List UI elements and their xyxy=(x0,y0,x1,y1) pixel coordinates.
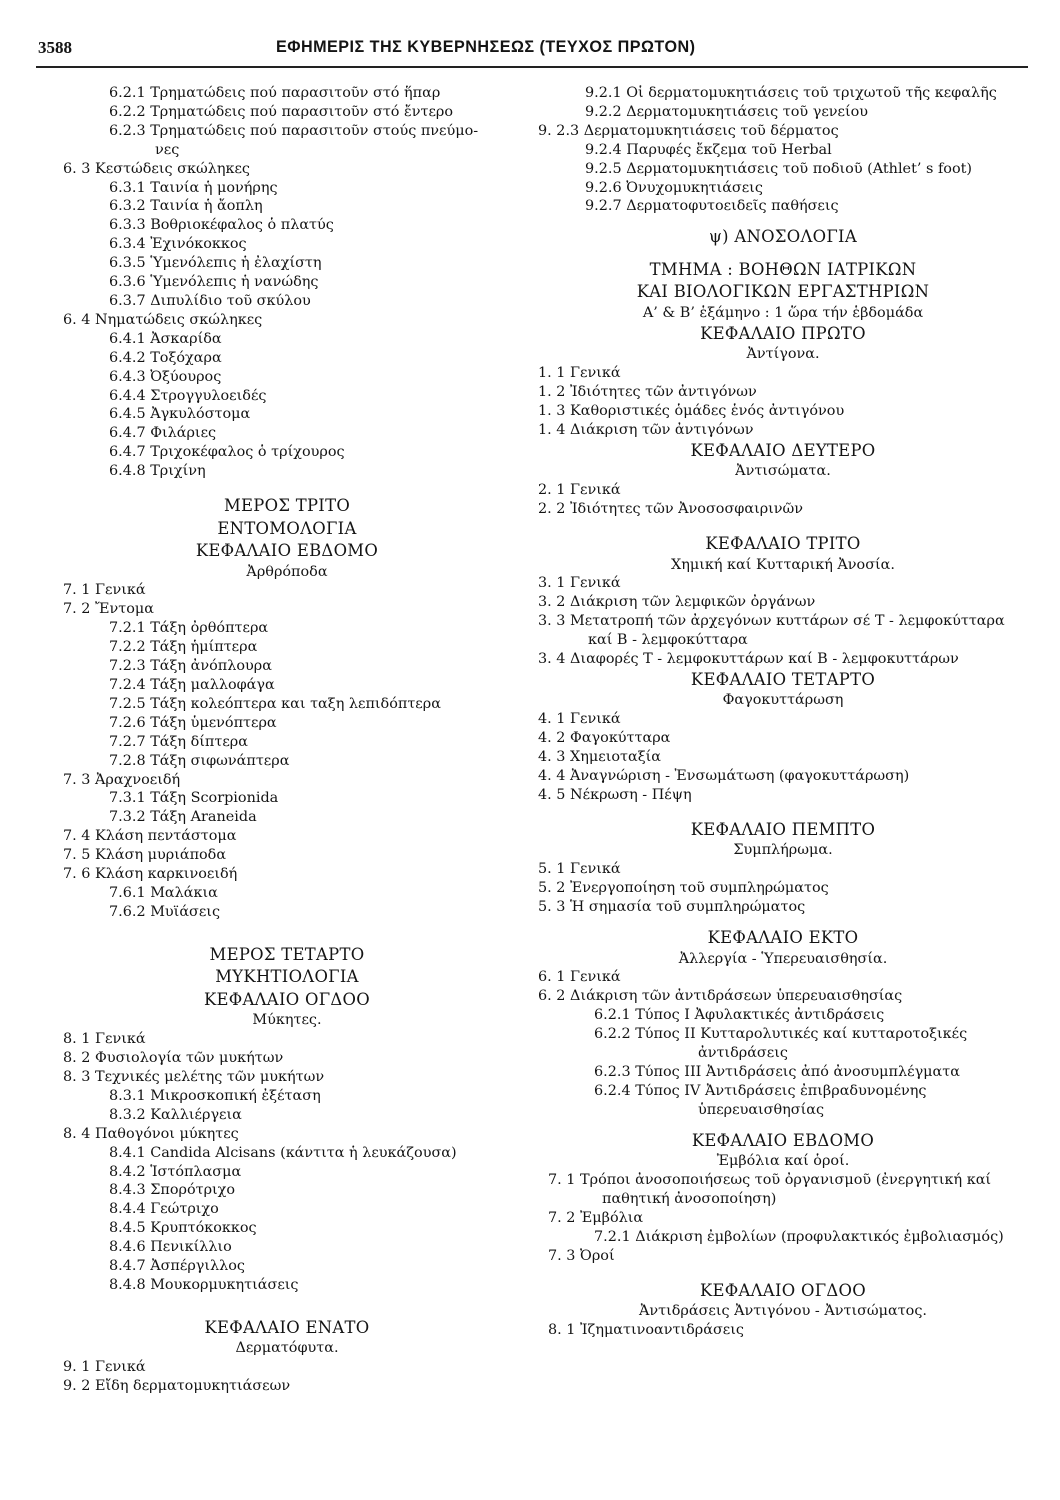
toc-entry: 6.4.5 Ἀγκυλόστομα xyxy=(109,406,251,423)
section-heading: ΜΥΚΗΤΙΟΛΟΓΙΑ xyxy=(215,967,359,987)
chapter-heading: ΚΕΦΑΛΑΙΟ ΤΕΤΑΡΤΟ xyxy=(690,669,876,689)
toc-entry: 7. 6 Κλάση καρκινοειδή xyxy=(63,866,238,883)
toc-entry: 5. 2 Ἐνεργοποίηση τοῦ συμπληρώματος xyxy=(538,880,829,897)
toc-entry: 8.4.4 Γεώτριχο xyxy=(109,1201,219,1218)
toc-entry: 6.2.1 Τύπος Ι Ἀφυλακτικές ἀντιδράσεις xyxy=(594,1007,885,1024)
toc-entry: 6. 2 Διάκριση τῶν ἀντιδράσεων ὑπερευαισθησίας xyxy=(538,988,903,1005)
chapter-subtitle: Ἐμβόλια καί ὁροί. xyxy=(716,1153,850,1170)
toc-entry: 9. 1 Γενικά xyxy=(63,1359,146,1376)
chapter-heading: ΚΕΦΑΛΑΙΟ ΟΓΔΟΟ xyxy=(203,989,370,1009)
chapter-heading: ΚΕΦΑΛΑΙΟ ΕΒΔΟΜΟ xyxy=(195,541,379,561)
toc-entry: 6.2.3 Τύπος ΙΙΙ Ἀντιδράσεις ἀπό ἀνοσυμπλέγματα xyxy=(594,1063,960,1080)
toc-entry: 3. 3 Μετατροπή τῶν ἀρχεγόνων κυττάρων σέ Τ - λεμφοκύτταρα καί Β - λεμφοκύτταρα xyxy=(538,613,1005,649)
toc-entry: 7.3.1 Τάξη Scorpionida xyxy=(109,790,279,807)
toc-entry: 9.2.4 Παρυφές ἔκζεμα τοῦ Herbal xyxy=(585,141,832,158)
toc-entry: 8.4.3 Σπορότριχο xyxy=(109,1182,236,1199)
part-heading: ΜΕΡΟΣ ΤΡΙΤΟ xyxy=(223,496,351,516)
toc-entry: 8.4.1 Candida Alcisans (κάντιτα ἡ λευκάζουσα) xyxy=(109,1144,457,1161)
chapter-heading: ΚΕΦΑΛΑΙΟ ΔΕΥΤΕΡΟ xyxy=(690,440,876,460)
toc-entry: 6.2.4 Τύπος ΙV Ἀντιδράσεις ἐπιβραδυνομένης ὑπερευαισθησίας xyxy=(594,1082,927,1118)
chapter-heading: ΚΕΦΑΛΑΙΟ ΠΕΜΠΤΟ xyxy=(690,819,876,839)
toc-entry: 7.2.7 Τάξη δίπτερα xyxy=(109,733,248,750)
department-heading: ΚΑΙ ΒΙΟΛΟΓΙΚΩΝ ΕΡΓΑΣΤΗΡΙΩΝ xyxy=(636,282,930,302)
toc-entry: 4. 4 Ἀναγνώριση - Ἐνσωμάτωση (φαγοκυττάρωση) xyxy=(538,768,910,785)
toc-entry: 3. 1 Γενικά xyxy=(538,575,621,592)
toc-entry: 6. 1 Γενικά xyxy=(538,969,621,986)
left-column xyxy=(63,84,511,1396)
toc-entry: 8.3.1 Μικροσκοπική ἐξέταση xyxy=(109,1087,321,1104)
toc-entry: 7.6.2 Μυϊάσεις xyxy=(109,903,221,920)
toc-entry: 6.4.3 Ὀξύουρος xyxy=(109,368,222,385)
toc-entry: 7. 3 Ὀροί xyxy=(548,1247,615,1264)
toc-entry: 4. 5 Νέκρωση - Πέψη xyxy=(538,786,692,803)
toc-entry: 8. 1 Ἰζηματινοαντιδράσεις xyxy=(548,1322,744,1338)
toc-entry: νες xyxy=(155,141,180,158)
subject-heading: ψ) ΑΝΟΣΟΛΟΓΙΑ xyxy=(709,227,857,247)
toc-entry: 6.2.1 Τρηματώδεις πού παρασιτοῦν στό ἥπαρ xyxy=(109,85,441,101)
toc-entry: 8.4.8 Μουκορμυκητιάσεις xyxy=(109,1276,299,1293)
schedule-note: Α’ & Β’ ἑξάμηνο : 1 ὥρα τήν ἑβδομάδα xyxy=(642,304,924,321)
toc-entry: 6.2.3 Τρηματώδεις πού παρασιτοῦν στούς πνεύμο- xyxy=(109,122,479,139)
toc-entry: 8.4.7 Ἀσπέργιλλος xyxy=(109,1258,245,1275)
toc-entry: 9. 2 Εἴδη δερματομυκητιάσεων xyxy=(63,1378,291,1395)
toc-entry: 4. 2 Φαγοκύτταρα xyxy=(538,730,671,747)
chapter-subtitle: Φαγοκυττάρωση xyxy=(722,692,844,709)
toc-entry: 7.2.1 Τάξη ὀρθόπτερα xyxy=(109,620,269,637)
toc-entry: 7. 3 Ἀραχνοειδή xyxy=(63,771,181,788)
toc-entry: 6.3.7 Διπυλίδιο τοῦ σκύλου xyxy=(109,292,311,309)
toc-entry: 7. 2 Ἔντομα xyxy=(63,601,154,618)
toc-entry: 7.2.8 Τάξη σιφωνάπτερα xyxy=(109,752,290,769)
toc-entry: 6.3.2 Ταινία ἡ ἄοπλη xyxy=(109,198,263,215)
page-header xyxy=(36,34,1026,62)
toc-entry: 4. 1 Γενικά xyxy=(538,711,621,728)
toc-entry: 6.4.7 Φιλάριες xyxy=(109,425,217,442)
toc-entry: 6.3.5 Ὑμενόλεπις ἡ ἐλαχίστη xyxy=(109,255,322,272)
toc-entry: 6.4.8 Τριχίνη xyxy=(109,463,206,480)
toc-entry: 6.3.1 Ταινία ἡ μονήρης xyxy=(109,179,278,196)
chapter-subtitle: Δερματόφυτα. xyxy=(235,1340,339,1357)
department-heading: ΤΜΗΜΑ : ΒΟΗΘΩΝ ΙΑΤΡΙΚΩΝ xyxy=(649,259,917,279)
toc-entry: 7.2.6 Τάξη ὑμενόπτερα xyxy=(109,714,277,731)
header-rule xyxy=(36,66,1028,68)
toc-entry: 1. 2 Ἰδιότητες τῶν ἀντιγόνων xyxy=(538,384,757,401)
right-column xyxy=(538,84,1028,1340)
toc-entry: 2. 1 Γενικά xyxy=(538,482,621,499)
chapter-heading: ΚΕΦΑΛΑΙΟ ΕΒΔΟΜΟ xyxy=(691,1130,875,1150)
chapter-heading: ΚΕΦΑΛΑΙΟ ΟΓΔΟΟ xyxy=(699,1280,866,1300)
toc-entry: 6.4.7 Τριχοκέφαλος ὁ τρίχουρος xyxy=(109,444,345,461)
toc-entry: 6.3.3 Βοθριοκέφαλος ὁ πλατύς xyxy=(109,217,334,234)
toc-entry: 7.6.1 Μαλάκια xyxy=(109,884,218,901)
toc-entry: 8.4.5 Κρυπτόκοκκος xyxy=(109,1220,257,1237)
toc-entry: 2. 2 Ἰδιότητες τῶν Ἀνοσοσφαιρινῶν xyxy=(538,501,804,518)
toc-entry: 3. 4 Διαφορές Τ - λεμφοκυττάρων καί Β - λεμφοκυττάρων xyxy=(538,651,959,668)
chapter-subtitle: Ἀρθρόποδα xyxy=(246,563,328,580)
chapter-subtitle: Ἀλλεργία - Ὑπερευαισθησία. xyxy=(678,950,888,967)
toc-entry: 1. 4 Διάκριση τῶν ἀντιγόνων xyxy=(538,421,754,438)
toc-entry: 6. 4 Νηματώδεις σκώληκες xyxy=(63,311,263,328)
toc-entry: 7.2.4 Τάξη μαλλοφάγα xyxy=(109,676,275,693)
toc-entry: 7. 5 Κλάση μυριάποδα xyxy=(63,847,227,864)
toc-entry: 8.4.6 Πενικίλλιο xyxy=(109,1239,232,1256)
toc-entry: 6.2.2 Τύπος ΙΙ Κυτταρολυτικές καί κυτταροτοξικές ἀντιδράσεις xyxy=(594,1026,968,1062)
toc-entry: 5. 3 Ἡ σημασία τοῦ συμπληρώματος xyxy=(538,899,806,916)
toc-entry: 9.2.5 Δερματομυκητιάσεις τοῦ ποδιοῦ (Athlet’ s foot) xyxy=(585,160,973,177)
toc-entry: 8.3.2 Καλλιέργεια xyxy=(109,1106,242,1123)
toc-entry: 7.2.1 Διάκριση ἐμβολίων (προφυλακτικός ἐμβολιασμός) xyxy=(594,1228,1004,1245)
toc-entry: 6.4.4 Στρογγυλοειδές xyxy=(109,387,267,404)
toc-entry: 8.4.2 Ἱστόπλασμα xyxy=(109,1163,242,1180)
toc-entry: 7. 4 Κλάση πεντάστομα xyxy=(63,828,237,845)
toc-entry: 9.2.7 Δερματοφυτοειδεῖς παθήσεις xyxy=(585,198,839,215)
toc-entry: 7.3.2 Τάξη Araneida xyxy=(109,809,257,826)
toc-entry: 9.2.1 Οἱ δερματομυκητιάσεις τοῦ τριχωτοῦ τῆς κεφαλῆς xyxy=(585,85,997,101)
chapter-subtitle: Ἀντισώματα. xyxy=(735,463,831,480)
toc-entry: 1. 1 Γενικά xyxy=(538,365,621,382)
chapter-heading: ΚΕΦΑΛΑΙΟ ΕΝΑΤΟ xyxy=(204,1317,370,1337)
chapter-subtitle: Ἀντιδράσεις Ἀντιγόνου - Ἀντισώματος. xyxy=(639,1303,927,1320)
chapter-heading: ΚΕΦΑΛΑΙΟ ΕΚΤΟ xyxy=(707,928,859,947)
gazette-title: ΕΦΗΜΕΡΙΣ ΤΗΣ ΚΥΒΕΡΝΗΣΕΩΣ (ΤΕΥΧΟΣ ΠΡΩΤΟΝ) xyxy=(276,37,696,56)
chapter-heading: ΚΕΦΑΛΑΙΟ ΠΡΩΤΟ xyxy=(700,323,866,343)
toc-entry: 8. 1 Γενικά xyxy=(63,1031,146,1048)
toc-entry: 9. 2.3 Δερματομυκητιάσεις τοῦ δέρματος xyxy=(538,122,839,139)
toc-entry: 9.2.6 Ὀνυχομυκητιάσεις xyxy=(585,179,763,196)
toc-entry: 1. 3 Καθοριστικές ὁμάδες ἑνός ἀντιγόνου xyxy=(538,402,845,419)
toc-entry: 7.2.2 Τάξη ἡμίπτερα xyxy=(109,639,258,656)
toc-entry: 5. 1 Γενικά xyxy=(538,861,621,878)
page-number: 3588 xyxy=(38,38,72,57)
toc-entry: 7. 2 Ἐμβόλια xyxy=(548,1209,644,1226)
section-heading: ΕΝΤΟΜΟΛΟΓΙΑ xyxy=(217,518,357,538)
toc-entry: 9.2.2 Δερματομυκητιάσεις τοῦ γενείου xyxy=(585,103,869,120)
chapter-subtitle: Ἀντίγονα. xyxy=(746,346,820,363)
toc-entry: 6.2.2 Τρηματώδεις πού παρασιτοῦν στό ἔντερο xyxy=(109,103,454,120)
part-heading: ΜΕΡΟΣ ΤΕΤΑΡΤΟ xyxy=(209,944,365,964)
toc-entry: 8. 4 Παθογόνοι μύκητες xyxy=(63,1125,239,1142)
toc-entry: 3. 2 Διάκριση τῶν λεμφικῶν ὀργάνων xyxy=(538,594,816,611)
toc-entry: 6.3.6 Ὑμενόλεπις ἡ νανώδης xyxy=(109,274,319,291)
toc-entry: 6.4.1 Ἀσκαρίδα xyxy=(109,330,222,347)
chapter-subtitle: Χημική καί Κυτταρική Ἀνοσία. xyxy=(671,556,895,573)
toc-entry: 7.2.5 Τάξη κολεόπτερα και ταξη λεπιδόπτερα xyxy=(109,695,441,712)
toc-entry: 7. 1 Γενικά xyxy=(63,582,146,599)
toc-entry: 8. 3 Τεχνικές μελέτης τῶν μυκήτων xyxy=(63,1068,325,1085)
toc-entry: 4. 3 Χημειοταξία xyxy=(538,749,661,766)
toc-entry: 7.2.3 Τάξη ἀνόπλουρα xyxy=(109,658,272,675)
chapter-subtitle: Μύκητες. xyxy=(252,1012,322,1029)
toc-entry: 6.4.2 Τοξόχαρα xyxy=(109,349,222,366)
toc-entry: 7. 1 Τρόποι ἀνοσοποιήσεως τοῦ ὀργανισμοῦ (ἐνεργητική καί παθητική ἀνοσοποίηση) xyxy=(548,1172,992,1207)
chapter-heading: ΚΕΦΑΛΑΙΟ ΤΡΙΤΟ xyxy=(705,534,861,553)
chapter-subtitle: Συμπλήρωμα. xyxy=(733,842,833,859)
toc-entry: 6.3.4 Ἐχινόκοκκος xyxy=(109,236,247,253)
toc-entry: 6. 3 Κεστώδεις σκώληκες xyxy=(63,160,250,177)
toc-entry: 8. 2 Φυσιολογία τῶν μυκήτων xyxy=(63,1050,284,1067)
